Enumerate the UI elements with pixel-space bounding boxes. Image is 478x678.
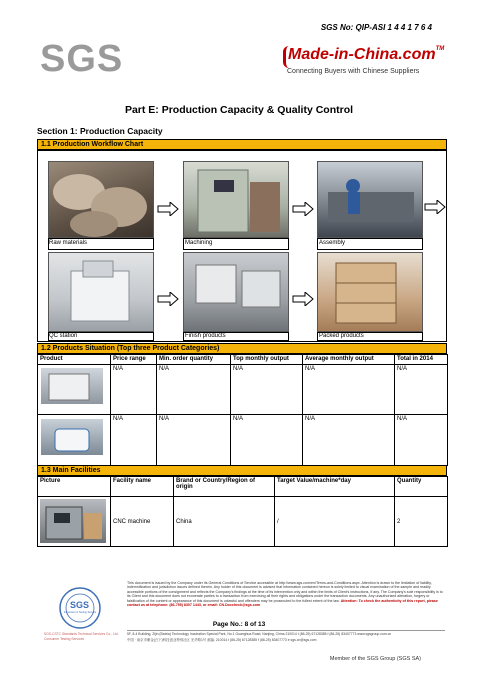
sgs-number: SGS No: QIP-ASI 1 4 4 1 7 6 4 — [320, 23, 432, 32]
table-row — [38, 365, 448, 415]
step-label-machining: Machining — [185, 240, 213, 246]
facility-photo — [40, 499, 106, 543]
finish-products-photo — [183, 252, 289, 332]
product-icon — [41, 419, 103, 455]
col-header: Picture — [38, 477, 111, 497]
table-cell: N/A — [395, 365, 448, 415]
made-in-china-logo — [288, 46, 444, 64]
workflow-heading: 1.1 Production Workflow Chart — [37, 139, 447, 150]
product-image-cell — [38, 365, 111, 415]
table-cell: N/A — [231, 365, 303, 415]
qc-station-icon — [49, 253, 154, 332]
table-cell: N/A — [111, 415, 157, 466]
qc-station-photo — [48, 252, 154, 332]
step-label-finish-products: Finish products — [185, 333, 226, 339]
assembly-photo — [317, 161, 423, 238]
assembly-icon — [318, 162, 423, 238]
facility-image-cell — [38, 497, 111, 547]
packed-products-icon — [318, 253, 423, 332]
packed-products-photo — [317, 252, 423, 332]
product-photo — [41, 419, 103, 455]
member-text: Member of the SGS Group (SGS SA) — [329, 656, 421, 662]
finish-products-icon — [184, 253, 289, 332]
page-title: Part E: Production Capacity & Quality Control — [124, 104, 354, 116]
step-label-raw-materials: Raw materials — [49, 240, 88, 246]
arrow-right-icon — [424, 200, 446, 214]
col-header: Top monthly output — [231, 355, 303, 365]
products-table — [37, 354, 448, 466]
col-header: Min. order quantity — [157, 355, 231, 365]
sgs-logo: SGS — [40, 38, 124, 80]
arrow-right-icon — [292, 292, 314, 306]
address-en: 5F, 8-4 Building, Zijin (Baixia) Technology Incubation Special Park, No.1 Guanghua Road, Nanjing, China 210014 t (86-25) 67128385 f (86-25) 83407773 www.sgsgroup.com.cn — [127, 632, 392, 636]
facilities-table — [37, 476, 448, 547]
mic-tagline: Connecting Buyers with Chinese Suppliers — [287, 68, 420, 75]
col-header: Product — [38, 355, 111, 365]
step-label-assembly: Assembly — [319, 240, 346, 246]
seal-text: Inspection & Testing Service — [63, 611, 97, 614]
arrow-right-icon — [157, 202, 179, 216]
seal-company: SGS-CSTC Standards Technical Services Co., Ltd. — [44, 632, 119, 636]
arrow-right-icon — [157, 292, 179, 306]
arrow-right-icon — [292, 202, 314, 216]
mic-logo-text: Made-in-China.com — [288, 46, 436, 63]
table-cell: N/A — [157, 415, 231, 466]
table-cell: China — [174, 497, 275, 547]
facilities-heading: 1.3 Main Facilities — [37, 465, 447, 476]
cnc-machine-icon — [40, 499, 106, 543]
step-label-packed-products: Packed products — [319, 333, 364, 339]
raw-materials-icon — [49, 162, 154, 238]
product-photo — [41, 368, 103, 404]
disclaimer — [127, 581, 445, 607]
col-header: Brand or Country/Region of origin — [174, 477, 275, 497]
col-header: Quantity — [395, 477, 448, 497]
section-heading: Section 1: Production Capacity — [37, 126, 163, 136]
col-header: Price range — [111, 355, 157, 365]
address-cn: 中国 · 南京市紫金(白下)科技创业特别社区 光华路1号 邮编: 210014 t (86-25) 67128385 f (86-25) 83407773 e sgs.cn@sgs.com — [127, 638, 317, 642]
product-icon — [41, 368, 103, 404]
products-heading: 1.2 Products Situation (Top three Product Categories) — [37, 343, 447, 354]
product-image-cell — [38, 415, 111, 466]
table-cell: N/A — [231, 415, 303, 466]
disclaimer-text: This document is issued by the Company under its General Conditions of Service accessible at http://www.sgs.com/en/Terms-and-Conditions.aspx. Attention is drawn to the limitation of liability, indemnification and jurisdiction issues defined therein. Any holder of this document is advised that information contained hereon is solely limited to visual examination of the sample and readily accessible portions of the consignment and reflects the Company's findings at the time of its intervention only and within the limits of Client's instructions, if any. The Company's sole responsibility is to its Client and this document does not exonerate parties to a transaction from exercising all their rights and obligations under the transaction documents. Any unauthorized alteration, forgery or falsification of the content or appearance of this document is unlawful and offenders may be prosecuted to the fullest extent of the law. — [127, 581, 443, 603]
table-row — [38, 497, 448, 547]
table-header-row — [38, 355, 448, 365]
table-cell: N/A — [157, 365, 231, 415]
footer-divider — [127, 630, 445, 631]
mic-logo-tm: TM — [435, 46, 445, 52]
seal-department: Consumer Testing Services — [44, 637, 85, 641]
table-cell: N/A — [111, 365, 157, 415]
table-cell: CNC machine — [111, 497, 174, 547]
table-cell: N/A — [303, 365, 395, 415]
table-cell: N/A — [395, 415, 448, 466]
table-header-row — [38, 477, 448, 497]
table-cell: N/A — [303, 415, 395, 466]
col-header: Facility name — [111, 477, 174, 497]
raw-materials-photo — [48, 161, 154, 238]
step-label-qc-station: QC station — [49, 333, 78, 339]
machining-icon — [184, 162, 289, 238]
table-cell: 2 — [395, 497, 448, 547]
authenticity-notice: Attention: To check the authenticity of this report, please contact us at telephone: (86-755) 8307 1443, or email: CN.Doccheck@sgs.com — [127, 598, 438, 608]
table-row — [38, 415, 448, 466]
col-header: Target Value/machine*day — [275, 477, 395, 497]
seal-logo-text: SGS — [70, 600, 90, 610]
col-header: Total in 2014 — [395, 355, 448, 365]
machining-photo — [183, 161, 289, 238]
page-number: Page No.: 8 of 13 — [212, 621, 266, 628]
table-cell: / — [275, 497, 395, 547]
col-header: Average monthly output — [303, 355, 395, 365]
step-caption-box — [48, 238, 154, 250]
